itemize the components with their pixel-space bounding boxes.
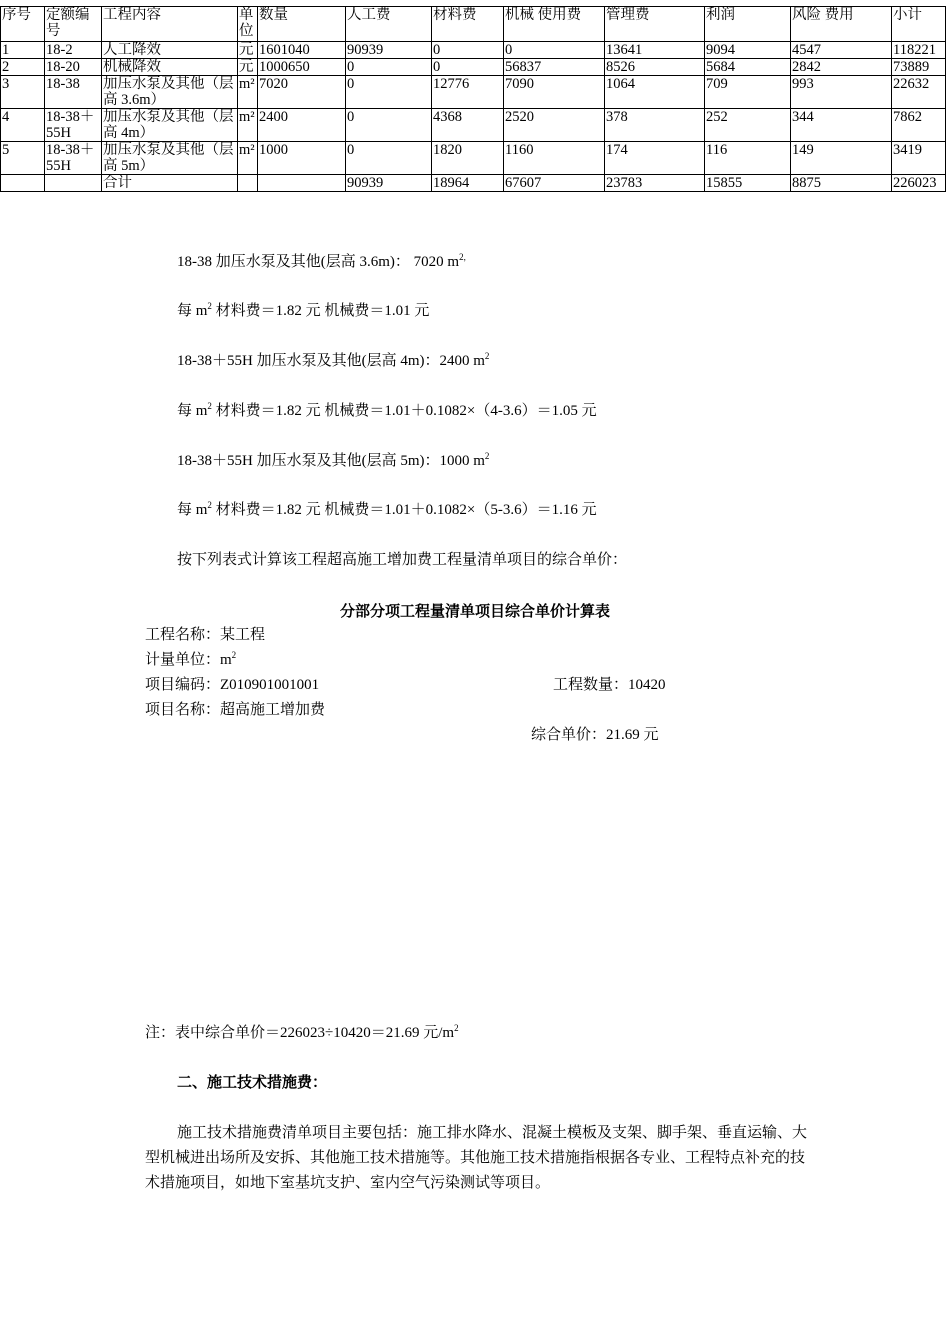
table-header-row [1,7,946,42]
calc-line-5-sup: 2 [484,451,490,461]
calc-line-6 [177,500,597,520]
row-material: 4368 [432,109,504,142]
row-no: 5 [1,142,45,175]
total-profit: 15855 [705,175,791,192]
total-labor: 90939 [346,175,432,192]
row-machine: 1160 [504,142,605,175]
table-row [1,109,946,142]
header-cell: 人工费 [346,7,432,42]
header-cell: 数量 [258,7,346,42]
row-subtotal: 22632 [892,76,946,109]
calc-line-7: 按下列表式计算该工程超高施工增加费工程量清单项目的综合单价： [177,552,628,568]
total-empty [258,175,346,192]
header-cell: 管理费 [605,7,705,42]
summary-unit-text: 计量单位：m [145,652,232,668]
calc-line-5 [177,451,489,471]
row-material: 12776 [432,76,504,109]
summary-quantity: 工程数量：10420 [553,677,666,693]
header-cell: 小计 [892,7,946,42]
row-labor: 0 [346,76,432,109]
row-profit: 709 [705,76,791,109]
row-code: 18-2 [45,42,102,59]
row-subtotal: 118221 [892,42,946,59]
row-qty: 7020 [258,76,346,109]
row-qty: 1000 [258,142,346,175]
summary-unit-sup: 2 [231,650,237,660]
header-cell: 利润 [705,7,791,42]
summary-title: 分部分项工程量清单项目综合单价计算表 [339,604,610,620]
row-qty: 1601040 [258,42,346,59]
note-text: 注：表中综合单价＝226023÷10420＝21.69 元/m [145,1025,455,1041]
row-material: 0 [432,42,504,59]
row-labor: 0 [346,109,432,142]
total-mgmt: 23783 [605,175,705,192]
calc-line-4-sup: 2 [207,401,212,411]
calc-line-2-b: 材料费＝1.82 元 机械费＝1.01 元 [211,303,430,319]
row-no: 1 [1,42,45,59]
summary-item-code: 项目编码：Z010901001001 [145,677,320,693]
row-labor: 0 [346,59,432,76]
row-code: 18-38＋55H [45,109,102,142]
calc-line-4-b: 材料费＝1.82 元 机械费＝1.01＋0.1082×（4-3.6）＝1.05 元 [211,403,597,419]
calc-line-2-sup: 2 [207,301,212,311]
row-no: 4 [1,109,45,142]
calc-line-2-a: 每 m [177,303,208,319]
summary-unit [145,650,236,670]
header-cell: 风险 费用 [791,7,892,42]
header-cell: 材料费 [432,7,504,42]
row-risk: 2842 [791,59,892,76]
row-unit: 元 [238,42,258,59]
row-profit: 116 [705,142,791,175]
row-profit: 9094 [705,42,791,59]
table-row [1,76,946,109]
table-row [1,59,946,76]
table-row [1,142,946,175]
calc-line-3-text: 18-38＋55H 加压水泵及其他(层高 4m)：2400 m [177,353,485,369]
row-mgmt: 174 [605,142,705,175]
row-mgmt: 1064 [605,76,705,109]
header-cell: 工程内容 [102,7,238,42]
row-mgmt: 13641 [605,42,705,59]
row-code: 18-20 [45,59,102,76]
row-content: 加压水泵及其他（层高 3.6m） [102,76,238,109]
row-content: 机械降效 [102,59,238,76]
row-material: 1820 [432,142,504,175]
total-empty [238,175,258,192]
row-content: 加压水泵及其他（层高 5m） [102,142,238,175]
calc-line-1 [177,252,466,272]
row-labor: 90939 [346,42,432,59]
row-qty: 2400 [258,109,346,142]
calc-line-3-sup: 2 [484,351,490,361]
row-machine: 0 [504,42,605,59]
row-unit: m² [238,76,258,109]
row-risk: 4547 [791,42,892,59]
row-code: 18-38＋55H [45,142,102,175]
row-machine: 2520 [504,109,605,142]
row-material: 0 [432,59,504,76]
row-mgmt: 378 [605,109,705,142]
note-line [145,1023,459,1043]
table-total-row [1,175,946,192]
row-mgmt: 8526 [605,59,705,76]
row-profit: 252 [705,109,791,142]
header-cell: 定额编号 [45,7,102,42]
calc-line-6-b: 材料费＝1.82 元 机械费＝1.01＋0.1082×（5-3.6）＝1.16 元 [211,502,597,518]
calc-line-3 [177,351,489,371]
calc-line-1-text: 18-38 加压水泵及其他(层高 3.6m)： 7020 m [177,254,460,270]
row-no: 3 [1,76,45,109]
total-material: 18964 [432,175,504,192]
table-row [1,42,946,59]
total-subtotal: 226023 [892,175,946,192]
total-machine: 67607 [504,175,605,192]
row-profit: 5684 [705,59,791,76]
calc-line-4 [177,401,597,421]
header-cell: 机械 使用费 [504,7,605,42]
row-unit: m² [238,109,258,142]
summary-project-name: 工程名称：某工程 [145,627,266,643]
total-empty [1,175,45,192]
calc-line-5-text: 18-38＋55H 加压水泵及其他(层高 5m)：1000 m [177,453,485,469]
total-risk: 8875 [791,175,892,192]
calc-line-6-sup: 2 [207,500,212,510]
row-code: 18-38 [45,76,102,109]
row-subtotal: 73889 [892,59,946,76]
row-risk: 149 [791,142,892,175]
row-content: 人工降效 [102,42,238,59]
cost-table [0,6,946,192]
calc-line-1-sup: 2, [459,252,466,262]
summary-unit-price: 综合单价：21.69 元 [531,727,659,743]
summary-item-name: 项目名称：超高施工增加费 [145,702,326,718]
row-unit: m² [238,142,258,175]
row-content: 加压水泵及其他（层高 4m） [102,109,238,142]
header-cell: 序号 [1,7,45,42]
row-qty: 1000650 [258,59,346,76]
row-subtotal: 7862 [892,109,946,142]
section-heading: 二、施工技术措施费： [177,1075,328,1091]
total-empty [45,175,102,192]
total-label: 合计 [102,175,238,192]
row-risk: 344 [791,109,892,142]
calc-line-2 [177,301,429,321]
calc-line-6-a: 每 m [177,502,208,518]
row-machine: 56837 [504,59,605,76]
row-machine: 7090 [504,76,605,109]
section-body: 施工技术措施费清单项目主要包括：施工排水降水、混凝土模板及支架、脚手架、垂直运输、大型机械进出场所及安拆、其他施工技术措施等。其他施工技术措施指根据各专业、工程特点补充的技术措施项目，如地下室基坑支护、室内空气污染测试等项目。 [145,1125,808,1191]
header-cell: 单位 [238,7,258,42]
row-subtotal: 3419 [892,142,946,175]
calc-line-4-a: 每 m [177,403,208,419]
row-labor: 0 [346,142,432,175]
row-unit: 元 [238,59,258,76]
note-sup: 2 [454,1023,459,1033]
row-no: 2 [1,59,45,76]
row-risk: 993 [791,76,892,109]
